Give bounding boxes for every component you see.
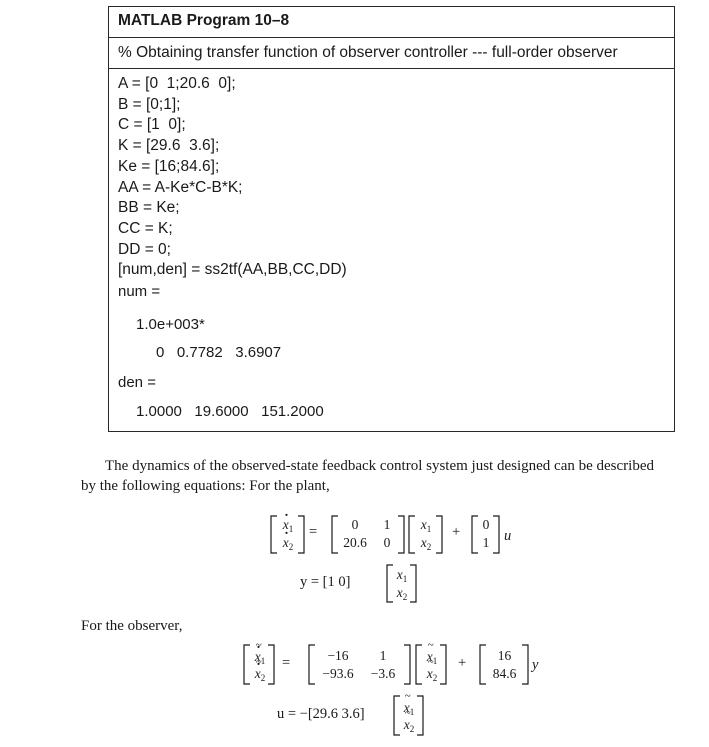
num-values: 0 0.7782 3.6907 — [156, 344, 282, 361]
plant-a11: 0 — [351, 517, 359, 532]
observer-equals: = — [282, 655, 291, 671]
plant-lhs-2: . $x_2$ — [279, 535, 297, 552]
observer-ke2: 84.6 — [492, 666, 517, 681]
observer-xhat-1: ~ $x_1$ — [424, 649, 440, 666]
observer-y: y — [532, 657, 539, 673]
code-line: B = [0;1]; — [118, 95, 181, 113]
plant-a12: 1 — [383, 517, 391, 532]
plant-b2: 1 — [482, 535, 490, 550]
plant-x2: $x_2$ — [420, 535, 432, 552]
den-label: den = — [118, 374, 156, 391]
observer-xhat-2: ~ $x_2$ — [424, 666, 440, 683]
observer-a12: 1 — [379, 648, 387, 663]
plant-u: u — [504, 528, 512, 544]
plant-b1: 0 — [482, 517, 490, 532]
code-line: C = [1 0]; — [118, 116, 186, 134]
code-line: K = [29.6 3.6]; — [118, 137, 220, 155]
plant-x1: $x_1$ — [420, 517, 432, 534]
plant-output-lhs: y = [1 0] — [300, 574, 351, 590]
control-xhat-1: ~ $x_1$ — [401, 700, 417, 717]
plant-out-x2: $x_2$ — [396, 585, 408, 602]
plant-out-x1: $x_1$ — [396, 567, 408, 584]
plant-lhs-1: . $x_1$ — [279, 517, 297, 534]
observer-a21: −93.6 — [322, 666, 354, 681]
plant-plus: + — [452, 524, 461, 540]
plant-equals: = — [309, 524, 318, 540]
paragraph-line-2: by the following equations: For the plant, — [81, 478, 330, 494]
observer-lhs-1: ~ . $x_1$ — [252, 649, 268, 666]
num-label: num = — [118, 283, 161, 300]
observer-a11: −16 — [327, 648, 349, 663]
plant-a22: 0 — [383, 535, 391, 550]
control-law-lhs: u = −[29.6 3.6] — [277, 706, 365, 722]
control-xhat-2: ~ $x_2$ — [401, 717, 417, 734]
observer-ke1: 16 — [497, 648, 512, 663]
code-line: CC = K; — [118, 219, 173, 237]
den-values: 1.0000 19.6000 151.2000 — [136, 403, 324, 420]
program-comment: % Obtaining transfer function of observer controller --- full-order observer — [109, 38, 674, 69]
observer-label: For the observer, — [81, 618, 183, 634]
observer-a22: −3.6 — [370, 666, 396, 681]
observer-lhs-2: ~ . $x_2$ — [252, 666, 268, 683]
code-line: AA = A-Ke*C-B*K; — [118, 178, 243, 196]
observer-plus: + — [458, 655, 467, 671]
code-line: Ke = [16;84.6]; — [118, 157, 220, 175]
paragraph-line-1: The dynamics of the observed-state feedback control system just designed can be described — [105, 458, 654, 474]
plant-a21: 20.6 — [343, 535, 367, 550]
num-scale: 1.0e+003* — [136, 316, 205, 333]
code-line: DD = 0; — [118, 240, 171, 258]
code-line: [num,den] = ss2tf(AA,BB,CC,DD) — [118, 261, 347, 279]
program-title: MATLAB Program 10–8 — [109, 7, 674, 38]
code-line: BB = Ke; — [118, 199, 180, 217]
code-line: A = [0 1;20.6 0]; — [118, 75, 236, 92]
